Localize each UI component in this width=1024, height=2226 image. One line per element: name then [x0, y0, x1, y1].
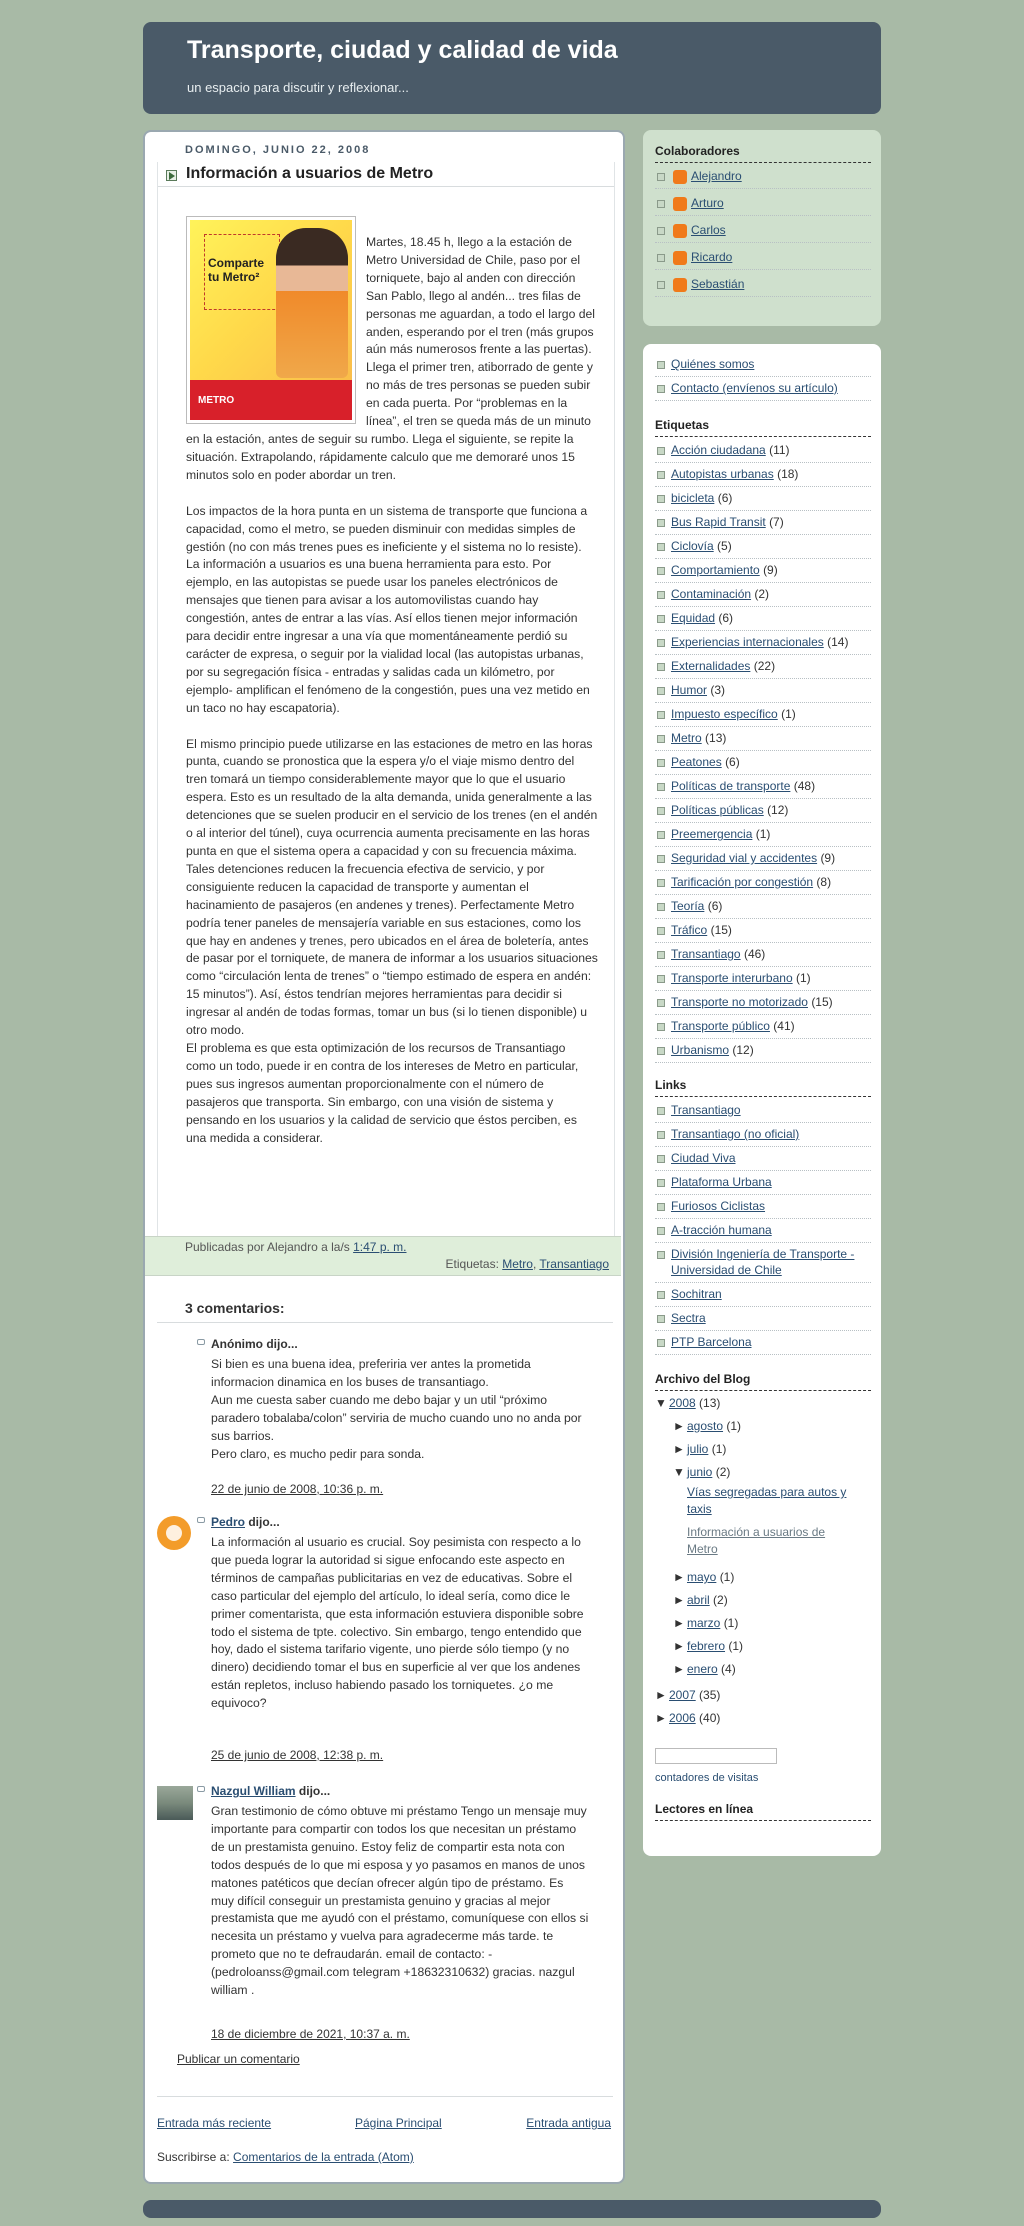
comment-icon	[197, 1339, 205, 1345]
label-item[interactable]	[655, 680, 871, 703]
archive-month-agosto[interactable]	[673, 1419, 741, 1433]
label-item[interactable]	[655, 992, 871, 1015]
contributor-name[interactable]: Arturo	[691, 196, 724, 210]
label-link[interactable]: Tarificación por congestión	[671, 875, 814, 889]
comment-body: Gran testimonio de cómo obtuve mi préstamo Tengo un mensaje muy importante para compartir con todos los que necesitan un préstamo de un prestamista genuino. Estoy feliz de compartir esta nota con todos después de lo que mi esposa y yo pasamos en manos de unos matones patéticos que decían ofrecer algún tipo de préstamo. Es muy difícil conseguir un prestamista genuino y gracias al mejor prestamista que me ayudó con el préstamo, comuníquese con ellos si necesita un préstamo y vuelva para agradecerme más tarde. te prometo que no te defraudarán. email de contacto: - (pedroloanss@gmail.com telegram +18632310632) gracias. nazgul william .	[211, 1804, 589, 1998]
comment-author-line	[211, 1337, 298, 1351]
bullet-icon	[657, 759, 665, 767]
label-link[interactable]: Transporte no motorizado	[671, 995, 808, 1009]
comment-icon	[197, 1786, 205, 1792]
archive-title: Archivo del Blog	[655, 1372, 871, 1391]
archive-count: (2)	[713, 1593, 728, 1607]
archive-count: (1)	[726, 1419, 742, 1433]
bullet-icon	[657, 615, 665, 623]
archive-month-link[interactable]: agosto	[687, 1419, 724, 1433]
comment-icon	[197, 1517, 205, 1523]
bullet-icon	[657, 471, 665, 479]
external-link[interactable]: Transantiago (no oficial)	[671, 1127, 800, 1141]
metro-ad-image	[190, 220, 352, 420]
bullet-icon	[657, 1291, 665, 1299]
label-count: (3)	[710, 683, 726, 697]
label-count: (12)	[732, 1043, 754, 1057]
bullet-icon	[657, 495, 665, 503]
archive-month-mayo[interactable]	[673, 1570, 734, 1584]
triangle-right-icon[interactable]: ►	[673, 1616, 685, 1630]
label-item[interactable]	[655, 968, 871, 991]
label-count: (5)	[717, 539, 732, 553]
bullet-icon	[657, 1251, 665, 1259]
label-item[interactable]	[655, 632, 871, 655]
bullet-icon	[657, 687, 665, 695]
contributor-name[interactable]: Alejandro	[691, 169, 742, 183]
bullet-icon	[657, 1203, 665, 1211]
label-count: (6)	[717, 491, 733, 505]
label-count: (12)	[767, 803, 789, 817]
label-link[interactable]: Tráfico	[671, 923, 708, 937]
label-link[interactable]: Externalidades	[671, 659, 751, 673]
bullet-icon	[657, 1227, 665, 1235]
link-item[interactable]	[655, 1196, 871, 1219]
label-link[interactable]: Contaminación	[671, 587, 752, 601]
subscribe-prefix: Suscribirse a:	[157, 2150, 230, 2164]
comment-author-line	[211, 1515, 280, 1529]
archive-count: (1)	[728, 1639, 744, 1653]
archive-year-link[interactable]: 2007	[669, 1688, 696, 1702]
post-date: DOMINGO, JUNIO 22, 2008	[185, 144, 371, 156]
comment-body: La información al usuario es crucial. Soy pesimista con respecto a lo que pueda lograr la autoridad si sigue enfocando este aspecto en términos de campañas publicitarias en vez de educativas. Sobre el caso particular del ejemplo del artículo, lo ideal sería, como dice le primer comentarista, que esta información estuviera disponible sobre todo el sistema de tpte. colectivo. Sin embargo, tengo entendido que hoy, dado el sistema tarifario vigente, uno pierde sólo tiempo (y no dinero) decidiendo tomar el bus en superficie al ver que los andenes están repletos, incluso habiendo pasado los torniquetes. ¿o me equivoco?	[211, 1535, 584, 1711]
visit-counter-link[interactable]: contadores de visitas	[655, 1772, 759, 1784]
archive-month-abril[interactable]	[673, 1593, 728, 1607]
blogger-profile-icon	[673, 170, 687, 184]
link-item[interactable]	[655, 1244, 871, 1283]
link-item[interactable]	[655, 1100, 871, 1123]
post-footer	[145, 1236, 621, 1276]
older-post-link[interactable]: Entrada antigua	[526, 2116, 611, 2130]
label-item[interactable]	[655, 896, 871, 919]
label-item[interactable]	[655, 776, 871, 799]
bullet-icon	[657, 1023, 665, 1031]
label-item[interactable]	[655, 608, 871, 631]
comment-author-suffix: dijo...	[295, 1784, 331, 1798]
link-item[interactable]	[655, 1148, 871, 1171]
home-link[interactable]: Página Principal	[355, 2116, 442, 2130]
contact-link[interactable]: Contacto (envíenos su artículo)	[671, 381, 838, 395]
link-item[interactable]	[655, 1124, 871, 1147]
post-image[interactable]	[186, 216, 356, 424]
label-link[interactable]: Transporte interurbano	[671, 971, 793, 985]
bullet-icon	[657, 591, 665, 599]
label-link[interactable]: Autopistas urbanas	[671, 467, 774, 481]
bullet-icon	[657, 1155, 665, 1163]
label-item[interactable]	[655, 656, 871, 679]
archive-month-julio[interactable]	[673, 1442, 726, 1456]
label-count: (1)	[781, 707, 796, 721]
archive-current-post[interactable]: Información a usuarios de Metro	[687, 1525, 826, 1556]
post-time-link[interactable]: 1:47 p. m.	[353, 1240, 407, 1254]
label-count: (9)	[763, 563, 778, 577]
label-count: (8)	[816, 875, 832, 889]
contributors-title: Colaboradores	[655, 144, 871, 163]
label-item[interactable]	[655, 944, 871, 967]
label-item[interactable]	[655, 704, 871, 727]
archive-year-link[interactable]: 2008	[669, 1396, 696, 1410]
label-count: (13)	[705, 731, 727, 745]
comment-body: Si bien es una buena idea, preferiria ver antes la prometida informacion dinamica en los buses de transantiago. Aun me cuesta saber cuando me debo bajar y un util “próximo paradero tobalaba/colon” serviria de mucho cuando uno no anda por sus barrios. Pero claro, es mucho pedir para sonda.	[211, 1357, 582, 1461]
bullet-icon	[657, 1179, 665, 1187]
sidebar-link-item[interactable]	[655, 354, 871, 377]
label-item[interactable]	[655, 872, 871, 895]
subscribe-line	[157, 2150, 414, 2164]
label-count: (48)	[793, 779, 816, 793]
post-comment-link[interactable]: Publicar un comentario	[177, 2052, 300, 2066]
bullet-icon	[657, 447, 665, 455]
avatar[interactable]	[157, 1516, 191, 1550]
label-count: (18)	[777, 467, 799, 481]
link-item[interactable]	[655, 1172, 871, 1195]
label-item[interactable]	[655, 800, 871, 823]
comments-title: 3 comentarios:	[185, 1300, 285, 1316]
link-item[interactable]	[655, 1308, 871, 1331]
link-item[interactable]	[655, 1284, 871, 1307]
contributor-item[interactable]	[655, 193, 871, 216]
main-column	[143, 130, 625, 2184]
metro-logo: METRO	[198, 395, 235, 407]
label-item[interactable]	[655, 488, 871, 511]
label-item[interactable]	[655, 824, 871, 847]
bullet-icon	[657, 783, 665, 791]
bullet-icon	[657, 903, 665, 911]
bullet-icon	[657, 1047, 665, 1055]
contributor-item[interactable]	[655, 166, 871, 189]
label-item[interactable]	[655, 848, 871, 871]
bullet-icon	[657, 254, 665, 262]
label-link[interactable]: Políticas públicas	[671, 803, 764, 817]
label-count: (15)	[710, 923, 732, 937]
ad-person	[276, 228, 348, 378]
label-link[interactable]: bicicleta	[671, 491, 715, 505]
blogger-profile-icon	[673, 224, 687, 238]
bullet-icon	[657, 567, 665, 575]
subscribe-atom-link[interactable]: Comentarios de la entrada (Atom)	[233, 2150, 414, 2164]
bullet-icon	[657, 711, 665, 719]
label-link[interactable]: Metro	[671, 731, 702, 745]
bullet-icon	[657, 200, 665, 208]
archive-year-2008[interactable]	[655, 1396, 720, 1410]
external-link[interactable]: Plataforma Urbana	[671, 1175, 772, 1189]
blog-header	[143, 22, 881, 114]
label-item[interactable]	[655, 1016, 871, 1039]
label-link[interactable]: Comportamiento	[671, 563, 760, 577]
bullet-icon	[657, 519, 665, 527]
contributor-item[interactable]	[655, 274, 871, 297]
post-labels-prefix: Etiquetas:	[445, 1257, 499, 1271]
contributor-name[interactable]: Carlos	[691, 223, 726, 237]
archive-year-link[interactable]: 2006	[669, 1711, 696, 1725]
label-count: (46)	[743, 947, 766, 961]
bullet-icon	[657, 281, 665, 289]
post-paragraph-3: El mismo principio puede utilizarse en las estaciones de metro en las horas punta, cuando se pronostica que la espera y/o el viaje mismo dentro del tren tomará un tiempo considerablemente mayor que lo que el usuario espera. Esto es un resultado de la alta demanda, unida generalmente a las detenciones que se suelen producir en el servicio de los trenes (en el andén o al interior del túnel), cuya ocurrencia aumenta precisamente en las horas punta en que el sistema opera a capacidad y con su frecuencia máxima. Tales detenciones reducen la frecuencia efectiva de servicio, y por consiguiente reducen la capacidad de transporte y aumentan el hacinamiento de pasajeros (en andenes y trenes). Perfectamente Metro podría tener paneles de mensajería variable en sus estaciones, como los que hay en andenes y trenes, pero ubicados en el área de boletería, antes de pasar por el torniquete, de manera de informar a los usuarios situaciones como “circulación lenta de trenes” o “tiempo estimado de espera en andén: 15 minutos”). Así, éstos tendrían mejores herramientas para decidir si ingresar al andén de todas formas, tomar un bus (si lo tienen disponible) u otro modo.	[186, 736, 598, 1038]
followers-title: Lectores en línea	[655, 1802, 871, 1821]
link-item[interactable]	[655, 1220, 871, 1243]
label-item[interactable]	[655, 440, 871, 463]
label-link[interactable]: Acción ciudadana	[671, 443, 766, 457]
comments-divider	[157, 1322, 613, 1323]
avatar[interactable]	[157, 1786, 193, 1820]
label-item[interactable]	[655, 464, 871, 487]
label-item[interactable]	[655, 920, 871, 943]
bullet-icon	[657, 831, 665, 839]
contributor-name[interactable]: Ricardo	[691, 250, 733, 264]
label-count: (7)	[769, 515, 784, 529]
post-paragraph-1: Martes, 18.45 h, llego a la estación de Metro Universidad de Chile, paso por el torniquete, bajo al anden con dirección San Pablo, llego al andén... tres filas de personas me aguardan, a todo el largo del anden, esperando por el tren (más grupos aún más numerosos frente a las puertas). Llega el primer tren, atiborrado de gente y no más de tres personas se pueden subir en cada puerta. Por “problemas en la línea”, el tren se queda más de un minuto en la estación, antes de seguir su rumbo. Llega el siguiente, se repite la situación. Extrapolando, rápidamente calculo que me demoraré unos 15 minutos solo en poder abordar un tren.	[186, 235, 596, 482]
post-author-line: Publicadas por Alejandro a la/s	[185, 1240, 350, 1254]
post-label-transantiago[interactable]: Transantiago	[539, 1257, 609, 1271]
bullet-icon	[657, 639, 665, 647]
comment-timestamp[interactable]: 18 de diciembre de 2021, 10:37 a. m.	[211, 2027, 410, 2041]
bullet-icon	[657, 975, 665, 983]
label-link[interactable]: Políticas de transporte	[671, 779, 791, 793]
label-link[interactable]: Impuesto específico	[671, 707, 778, 721]
label-count: (14)	[827, 635, 849, 649]
triangle-right-icon[interactable]: ►	[655, 1711, 667, 1725]
external-link[interactable]: Furiosos Ciclistas	[671, 1199, 766, 1213]
label-item[interactable]	[655, 1040, 871, 1063]
label-item[interactable]	[655, 752, 871, 775]
archive-count: (4)	[721, 1662, 736, 1676]
archive-month-link[interactable]: mayo	[687, 1570, 717, 1584]
archive-count: (2)	[715, 1465, 731, 1479]
triangle-right-icon[interactable]: ►	[673, 1662, 685, 1676]
external-link[interactable]: Sochitran	[671, 1287, 722, 1301]
archive-month-enero[interactable]	[673, 1662, 736, 1676]
label-link[interactable]: Urbanismo	[671, 1043, 730, 1057]
visit-counter	[655, 1748, 777, 1764]
triangle-right-icon[interactable]: ►	[673, 1419, 685, 1433]
label-link[interactable]: Humor	[671, 683, 708, 697]
triangle-right-icon[interactable]: ►	[673, 1570, 685, 1584]
archive-post-link[interactable]: Vías segregadas para autos y taxis	[687, 1485, 847, 1516]
link-item[interactable]	[655, 1332, 871, 1355]
archive-month-link[interactable]: julio	[687, 1442, 709, 1456]
post-labels: Etiquetas: Metro, Transantiago	[445, 1257, 609, 1271]
comment-author-line	[211, 1784, 330, 1798]
sidebar-link-item[interactable]	[655, 378, 871, 401]
label-link[interactable]: Equidad	[671, 611, 716, 625]
blog-title[interactable]: Transporte, ciudad y calidad de vida	[187, 36, 618, 64]
comment-author-suffix: dijo...	[245, 1515, 280, 1529]
bullet-icon	[657, 927, 665, 935]
external-link[interactable]: A-tracción humana	[671, 1223, 772, 1237]
archive-count: (13)	[699, 1396, 721, 1410]
comments-bottom-divider	[157, 2096, 613, 2097]
label-link[interactable]: Ciclovía	[671, 539, 714, 553]
label-count: (15)	[811, 995, 833, 1009]
label-count: (6)	[707, 899, 723, 913]
label-item[interactable]	[655, 584, 871, 607]
about-link[interactable]: Quiénes somos	[671, 357, 755, 371]
archive-count: (1)	[723, 1616, 739, 1630]
triangle-right-icon[interactable]: ►	[655, 1688, 667, 1702]
post-footer-byline	[185, 1240, 407, 1254]
bullet-icon	[657, 999, 665, 1007]
comment-author-suffix: dijo...	[263, 1337, 298, 1351]
archive-month-junio[interactable]	[673, 1465, 730, 1479]
post-arrow-icon	[166, 170, 177, 181]
archive-month-link[interactable]: abril	[687, 1593, 710, 1607]
label-link[interactable]: Peatones	[671, 755, 722, 769]
ad-text-line1: Comparte	[208, 256, 265, 270]
newer-post-link[interactable]: Entrada más reciente	[157, 2116, 272, 2130]
triangle-down-icon[interactable]: ▼	[673, 1465, 685, 1479]
blog-description: un espacio para discutir y reflexionar...	[187, 80, 409, 95]
bullet-icon	[657, 361, 665, 369]
archive-count: (1)	[719, 1570, 735, 1584]
bullet-icon	[657, 1339, 665, 1347]
bullet-icon	[657, 879, 665, 887]
label-item[interactable]	[655, 728, 871, 751]
archive-count: (40)	[699, 1711, 721, 1725]
label-link[interactable]: Preemergencia	[671, 827, 753, 841]
label-link[interactable]: Bus Rapid Transit	[671, 515, 766, 529]
comment-author-link[interactable]: Nazgul William	[211, 1784, 296, 1798]
label-count: (41)	[773, 1019, 795, 1033]
bullet-icon	[657, 227, 665, 235]
external-link[interactable]: Ciudad Viva	[671, 1151, 736, 1165]
label-link[interactable]: Seguridad vial y accidentes	[671, 851, 818, 865]
bullet-icon	[657, 1315, 665, 1323]
comment-timestamp[interactable]: 22 de junio de 2008, 10:36 p. m.	[211, 1482, 384, 1496]
archive-count: (35)	[699, 1688, 721, 1702]
bullet-icon	[657, 735, 665, 743]
label-count: (6)	[718, 611, 734, 625]
bullet-icon	[657, 1131, 665, 1139]
archive-year-2006[interactable]	[655, 1711, 720, 1725]
sidebar-main-box	[643, 344, 881, 1856]
blogger-profile-icon	[673, 251, 687, 265]
label-item[interactable]	[655, 560, 871, 583]
external-link[interactable]: Transantiago	[671, 1103, 741, 1117]
archive-month-febrero[interactable]	[673, 1639, 743, 1653]
comment-timestamp[interactable]: 25 de junio de 2008, 12:38 p. m.	[211, 1748, 384, 1762]
contributors-box	[643, 130, 881, 326]
label-count: (2)	[754, 587, 770, 601]
contributor-item[interactable]	[655, 220, 871, 243]
blogger-profile-icon	[673, 278, 687, 292]
label-count: (22)	[753, 659, 776, 673]
external-link[interactable]: Sectra	[671, 1311, 706, 1325]
label-item[interactable]	[655, 512, 871, 535]
archive-year-2007[interactable]	[655, 1688, 720, 1702]
external-link[interactable]: División Ingeniería de Transporte - Universidad de Chile	[671, 1247, 855, 1277]
post-label-metro[interactable]: Metro	[502, 1257, 533, 1271]
label-count: (11)	[769, 443, 790, 457]
bullet-icon	[657, 855, 665, 863]
bullet-icon	[657, 543, 665, 551]
label-link[interactable]: Experiencias internacionales	[671, 635, 824, 649]
post-paragraph-4: El problema es que esta optimización de los recursos de Transantiago como un todo, puede ir en contra de los intereses de Metro en particular, pues sus ingresos aumentan proporcionalmente con el número de pasajeros que transporta. Sin embargo, con una visión de sistema y pensando en los usuarios y la calidad de servicio que éstos perciben, es una medida a considerar.	[186, 1040, 579, 1145]
label-count: (1)	[755, 827, 771, 841]
bullet-icon	[657, 173, 665, 181]
label-count: (6)	[725, 755, 740, 769]
footer-bar	[143, 2200, 881, 2218]
contributor-name[interactable]: Sebastián	[691, 277, 745, 291]
bullet-icon	[657, 385, 665, 393]
archive-month-link[interactable]: enero	[687, 1662, 718, 1676]
links-title: Links	[655, 1078, 871, 1097]
archive-month-link[interactable]: febrero	[687, 1639, 726, 1653]
ad-text-line2: tu Metro²	[208, 270, 260, 284]
comment-author: Anónimo	[211, 1337, 263, 1351]
bullet-icon	[657, 663, 665, 671]
ad-text	[208, 256, 264, 284]
label-link[interactable]: Transporte público	[671, 1019, 770, 1033]
label-item[interactable]	[655, 536, 871, 559]
post	[157, 162, 615, 1264]
label-count: (1)	[795, 971, 811, 985]
triangle-down-icon[interactable]: ▼	[655, 1396, 667, 1410]
label-link[interactable]: Teoría	[671, 899, 705, 913]
archive-month-marzo[interactable]	[673, 1616, 738, 1630]
archive-count: (1)	[711, 1442, 727, 1456]
bullet-icon	[657, 807, 665, 815]
triangle-right-icon[interactable]: ►	[673, 1639, 685, 1653]
bullet-icon	[657, 1107, 665, 1115]
labels-title: Etiquetas	[655, 418, 871, 437]
external-link[interactable]: PTP Barcelona	[671, 1335, 752, 1349]
archive-month-link[interactable]: junio	[687, 1465, 713, 1479]
triangle-right-icon[interactable]: ►	[673, 1442, 685, 1456]
label-count: (9)	[820, 851, 836, 865]
post-paragraph-2: Los impactos de la hora punta en un sistema de transporte que funciona a capacidad, como el metro, se pueden disminuir con medidas simples de gestión (no con más trenes pues es ineficiente y el sistema no lo resiste). La información a usuarios es una buena herramienta para esto. Por ejemplo, en las autopistas se puede usar los paneles electrónicos de mensajes que tienen para avisar a los automovilistas cuando hay congestión, antes de entrar a las vías. Así ellos tienen mejor información para decidir entre ingresar a una vía que momentáneamente perdió su carácter de expresa, o seguir por la vialidad local (las autopistas urbanas, por su segregación física - entradas y salidas cada un kilómetro, por ejemplo- amplifican el fenómeno de la congestión, pues una vez metido en un taco no hay escapatoria).	[186, 503, 590, 715]
post-title-row	[158, 162, 614, 187]
label-link[interactable]: Transantiago	[671, 947, 741, 961]
blogger-profile-icon	[673, 197, 687, 211]
comment-author-link[interactable]: Pedro	[211, 1515, 246, 1529]
contributor-item[interactable]	[655, 247, 871, 270]
bullet-icon	[657, 951, 665, 959]
post-body	[186, 208, 598, 1147]
triangle-right-icon[interactable]: ►	[673, 1593, 685, 1607]
post-title[interactable]: Información a usuarios de Metro	[186, 165, 434, 182]
archive-month-link[interactable]: marzo	[687, 1616, 721, 1630]
